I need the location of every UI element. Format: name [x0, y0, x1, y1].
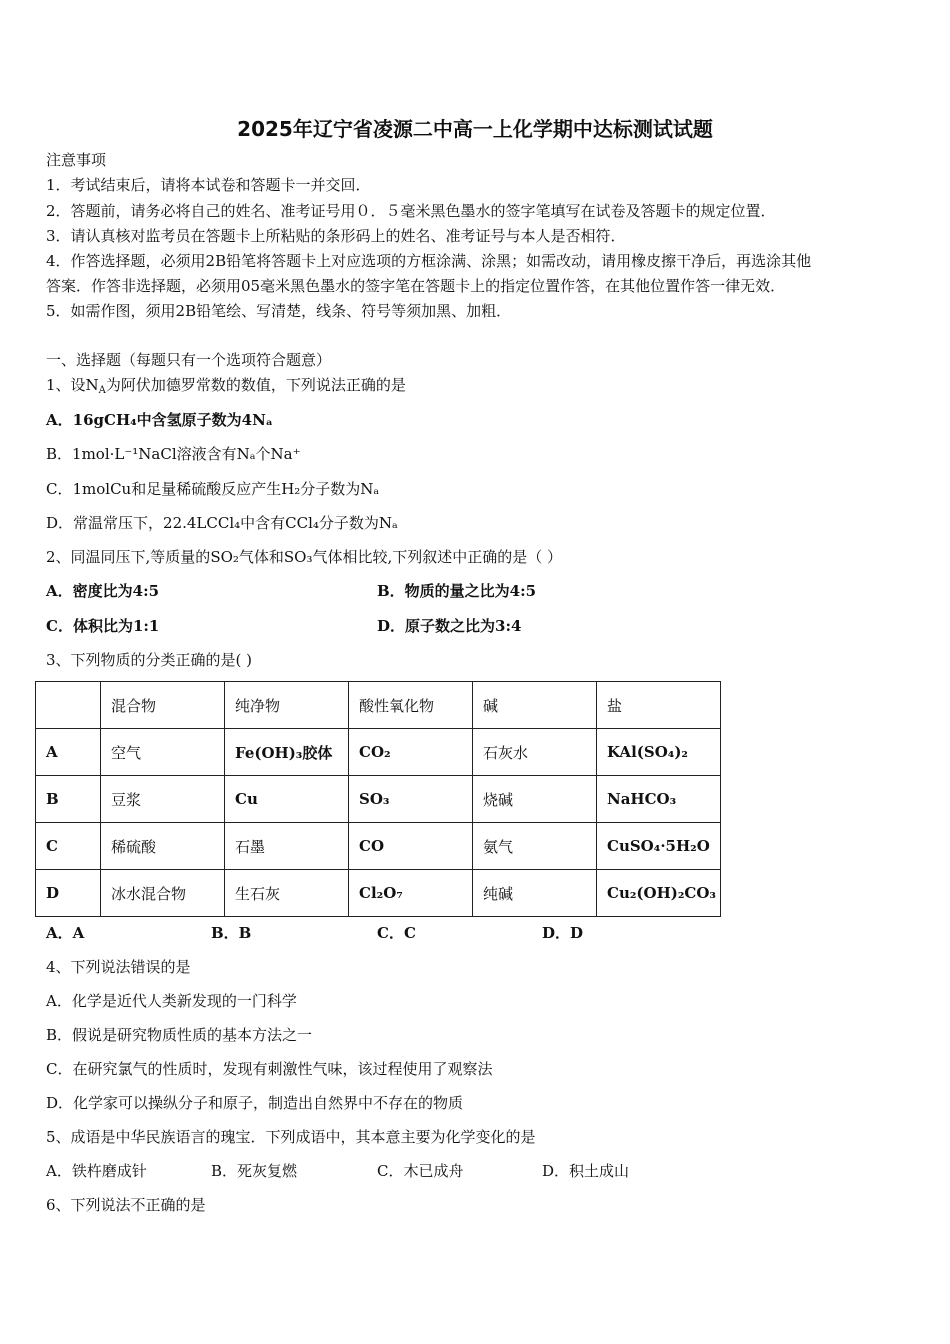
question-6-stem: 6、下列说法不正确的是 [46, 1196, 206, 1214]
table-row [36, 729, 721, 776]
table-cell: Cu [225, 776, 349, 823]
notice-item: 3．请认真核对监考员在答题卡上所粘贴的条形码上的姓名、准考证号与本人是否相符． [46, 227, 626, 245]
table-header-row [36, 682, 721, 729]
table-header: 盐 [597, 682, 721, 729]
table-header: 混合物 [101, 682, 225, 729]
table-row [36, 870, 721, 917]
q4-option-c: C．在研究氯气的性质时，发现有刺激性气味，该过程使用了观察法 [46, 1060, 493, 1078]
q5-option-c: C．木已成舟 [377, 1162, 464, 1180]
q3-option-b: B．B [211, 924, 252, 942]
question-4-stem: 4、下列说法错误的是 [46, 958, 191, 976]
table-header: 纯净物 [225, 682, 349, 729]
table-cell: 烧碱 [473, 776, 597, 823]
notice-item: 2．答题前，请务必将自己的姓名、准考证号用０．５毫米黑色墨水的签字笔填写在试卷及答题卡的规定位置． [46, 202, 776, 220]
table-cell: 生石灰 [225, 870, 349, 917]
table-cell: Cl₂O₇ [349, 870, 473, 917]
q2-option-c: C．体积比为1:1 [46, 617, 160, 635]
table-header: 酸性氧化物 [349, 682, 473, 729]
table-cell: 豆浆 [101, 776, 225, 823]
q2-option-d: D．原子数之比为3:4 [377, 617, 522, 635]
table-cell: B [36, 776, 101, 823]
q1-option-a: A．16gCH₄中含氢原子数为4Nₐ [46, 411, 273, 429]
table-header [36, 682, 101, 729]
notice-item: 1．考试结束后，请将本试卷和答题卡一并交回． [46, 176, 371, 194]
table-cell: 纯碱 [473, 870, 597, 917]
question-2-stem: 2、同温同压下,等质量的SO₂气体和SO₃气体相比较,下列叙述中正确的是（ ） [46, 548, 563, 566]
section-heading: 一、选择题（每题只有一个选项符合题意） [46, 351, 332, 369]
q3-option-a: A．A [46, 924, 85, 942]
table-cell: D [36, 870, 101, 917]
table-cell: 氨气 [473, 823, 597, 870]
q3-option-d: D．D [542, 924, 584, 942]
table-cell: CO₂ [349, 729, 473, 776]
table-row [36, 776, 721, 823]
table-cell: KAl(SO₄)₂ [597, 729, 721, 776]
table-cell: CO [349, 823, 473, 870]
q1-option-b: B．1mol·L⁻¹NaCl溶液含有Nₐ个Na⁺ [46, 445, 301, 463]
table-cell: 稀硫酸 [101, 823, 225, 870]
q5-option-d: D．积土成山 [542, 1162, 630, 1180]
q3-option-c: C．C [377, 924, 416, 942]
table-cell: CuSO₄·5H₂O [597, 823, 721, 870]
q5-option-a: A．铁杵磨成针 [46, 1162, 147, 1180]
q4-option-a: A．化学是近代人类新发现的一门科学 [46, 992, 297, 1010]
q5-option-b: B．死灰复燃 [211, 1162, 298, 1180]
classification-table [35, 681, 721, 917]
table-cell: A [36, 729, 101, 776]
question-1-stem: 1、设$N_A$为阿伏加德罗常数的数值，下列说法正确的是 [46, 376, 406, 396]
table-cell: C [36, 823, 101, 870]
table-cell: Fe(OH)₃胶体 [225, 729, 349, 776]
notice-item: 4．作答选择题，必须用2B铅笔将答题卡上对应选项的方框涂满、涂黑；如需改动，请用橡皮擦干净后，再选涂其他 [46, 252, 812, 270]
notice-item: 答案．作答非选择题，必须用05毫米黑色墨水的签字笔在答题卡上的指定位置作答，在其他位置作答一律无效． [46, 277, 786, 295]
table-row [36, 823, 721, 870]
q2-option-b: B．物质的量之比为4:5 [377, 582, 537, 600]
table-cell: 石灰水 [473, 729, 597, 776]
notice-heading: 注意事项 [46, 151, 107, 169]
q1-option-d: D．常温常压下，22.4LCCl₄中含有CCl₄分子数为Nₐ [46, 514, 398, 532]
table-cell: 空气 [101, 729, 225, 776]
q2-option-a: A．密度比为4:5 [46, 582, 160, 600]
q1-option-c: C．1molCu和足量稀硫酸反应产生H₂分子数为Nₐ [46, 480, 380, 498]
table-cell: 石墨 [225, 823, 349, 870]
table-header: 碱 [473, 682, 597, 729]
q4-option-d: D．化学家可以操纵分子和原子，制造出自然界中不存在的物质 [46, 1094, 464, 1112]
table-cell: 冰水混合物 [101, 870, 225, 917]
q4-option-b: B．假说是研究物质性质的基本方法之一 [46, 1026, 313, 1044]
page-title: 2025年辽宁省凌源二中高一上化学期中达标测试试题 [237, 117, 713, 141]
table-cell: SO₃ [349, 776, 473, 823]
notice-item: 5．如需作图，须用2B铅笔绘、写清楚，线条、符号等须加黑、加粗． [46, 302, 512, 320]
table-cell: NaHCO₃ [597, 776, 721, 823]
table-cell: Cu₂(OH)₂CO₃ [597, 870, 721, 917]
question-5-stem: 5、成语是中华民族语言的瑰宝．下列成语中，其本意主要为化学变化的是 [46, 1128, 536, 1146]
question-3-stem: 3、下列物质的分类正确的是( ) [46, 651, 253, 669]
